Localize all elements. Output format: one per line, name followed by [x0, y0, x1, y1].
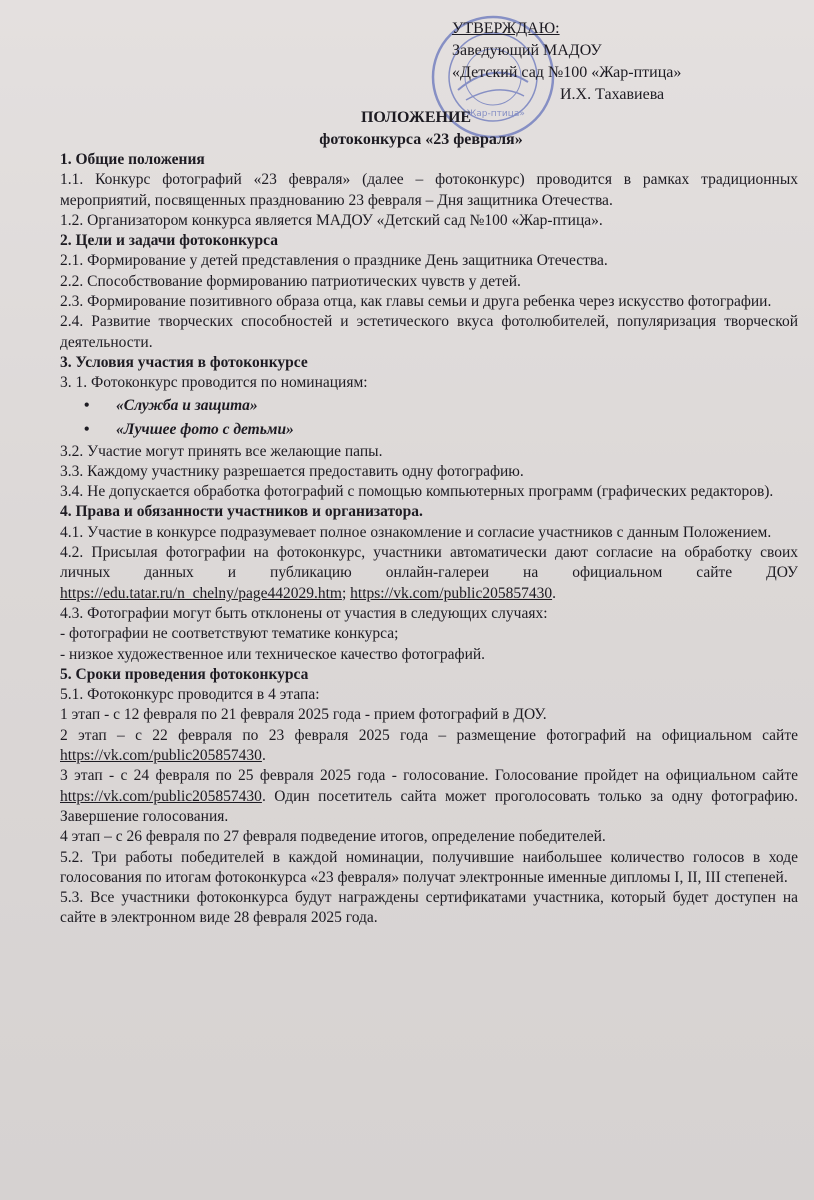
stage-3	[60, 766, 798, 827]
paragraph-4-2	[60, 543, 798, 604]
link-separator: ;	[341, 584, 351, 602]
stage-4: 4 этап – с 26 февраля по 27 февраля подведение итогов, определение победителей.	[60, 828, 606, 846]
paragraph-2-2: 2.2. Способствование формированию патриотических чувств у детей.	[60, 272, 521, 290]
approval-block	[452, 18, 772, 106]
section-1-heading: 1. Общие положения	[60, 151, 205, 168]
stage-2	[60, 726, 798, 767]
paragraph-1-2: 1.2. Организатором конкурса является МАДОУ «Детский сад №100 «Жар-птица».	[60, 211, 603, 229]
section-3-heading: 3. Условия участия в фотоконкурсе	[60, 353, 308, 371]
paragraph-4-3-case-2: - низкое художественное или техническое качество фотографий.	[60, 645, 486, 663]
approval-line-2: Заведующий МАДОУ	[452, 42, 602, 59]
edu-site-link[interactable]: https://edu.tatar.ru/n_chelny/page442029.htm	[60, 584, 342, 602]
section-5-heading: 5. Сроки проведения фотоконкурса	[60, 665, 309, 683]
stage-3-end: . Один посетитель сайта может проголосовать только за одну фотографию. Завершение голосования.	[60, 787, 798, 825]
document-body	[60, 150, 798, 929]
paragraph-1-1: 1.1. Конкурс фотографий «23 февраля» (далее – фотоконкурс) проводится в рамках традиционных мероприятий, посвященных празднованию 23 февраля – Дня защитника Отечества.	[60, 171, 798, 209]
vk-group-link[interactable]: https://vk.com/public205857430	[350, 584, 553, 602]
paragraph-3-4: 3.4. Не допускается обработка фотографий с помощью компьютерных программ (графических редакторов).	[60, 483, 774, 501]
paragraph-5-2: 5.2. Три работы победителей в каждой номинации, получившие наибольшее количество голосов в ходе голосования по итогам фотоконкурса «23 февраля» получат электронные именные дипломы I, II, III степеней.	[60, 848, 798, 886]
paragraph-5-1: 5.1. Фотоконкурс проводится в 4 этапа:	[60, 686, 320, 704]
nomination-label: «Служба и защита»	[116, 396, 258, 414]
paragraph-3-1: 3. 1. Фотоконкурс проводится по номинациям:	[60, 374, 368, 392]
vk-group-link[interactable]: https://vk.com/public205857430	[60, 787, 262, 805]
document-subtitle: фотоконкурса «23 февраля»	[319, 131, 523, 148]
approval-line-3: «Детский сад №100 «Жар-птица»	[452, 64, 682, 81]
stage-1: 1 этап - с 12 февраля по 21 февраля 2025 года - прием фотографий в ДОУ.	[60, 706, 547, 724]
paragraph-4-2-end: .	[552, 584, 556, 602]
approval-line-1: УТВЕРЖДАЮ:	[452, 20, 560, 37]
bullet-icon: •	[84, 420, 90, 438]
stage-3-text: 3 этап - с 24 февраля по 25 февраля 2025 года - голосование. Голосование пройдет на официальном сайте	[60, 767, 798, 785]
stage-2-end: .	[261, 747, 266, 765]
nomination-list-item	[60, 394, 798, 418]
section-2-heading: 2. Цели и задачи фотоконкурса	[60, 232, 278, 250]
vk-group-link[interactable]: https://vk.com/public205857430	[60, 747, 262, 765]
paragraph-2-4: 2.4. Развитие творческих способностей и эстетического вкуса фотолюбителей, популяризация творческой деятельности.	[60, 313, 798, 351]
paragraph-4-3: 4.3. Фотографии могут быть отклонены от участия в следующих случаях:	[60, 604, 548, 622]
bullet-icon: •	[84, 396, 90, 414]
stage-2-text: 2 этап – с 22 февраля по 23 февраля 2025 года – размещение фотографий на официальном сайте	[60, 726, 798, 744]
section-4-heading: 4. Права и обязанности участников и организатора.	[60, 503, 423, 521]
paragraph-4-1: 4.1. Участие в конкурсе подразумевает полное ознакомление и согласие участников с данным Положением.	[60, 523, 772, 541]
svg-text:«Жар-птица»: «Жар-птица»	[461, 109, 525, 119]
nomination-label: «Лучшее фото с детьми»	[116, 420, 294, 438]
paragraph-3-3: 3.3. Каждому участнику разрешается предоставить одну фотографию.	[60, 462, 524, 480]
paragraph-2-1: 2.1. Формирование у детей представления о празднике День защитника Отечества.	[60, 252, 608, 270]
paragraph-4-2-text: 4.2. Присылая фотографии на фотоконкурс, участники автоматически дают согласие на обработку своих личных данных и публикацию онлайн-галереи на официальном сайте ДОУ	[60, 544, 798, 582]
paragraph-5-3: 5.3. Все участники фотоконкурса будут награждены сертификатами участника, который будет доступен на сайте в электронном виде 28 февраля 2025 года.	[60, 889, 798, 927]
nomination-list-item	[60, 418, 798, 442]
paragraph-3-2: 3.2. Участие могут принять все желающие папы.	[60, 442, 383, 460]
paragraph-4-3-case-1: - фотографии не соответствуют тематике конкурса;	[60, 625, 399, 643]
document-title: ПОЛОЖЕНИЕ	[360, 109, 472, 126]
paragraph-2-3: 2.3. Формирование позитивного образа отца, как главы семьи и друга ребенка через искусство фотографии.	[60, 293, 772, 311]
approval-signature-name: И.Х. Тахавиева	[560, 86, 665, 103]
